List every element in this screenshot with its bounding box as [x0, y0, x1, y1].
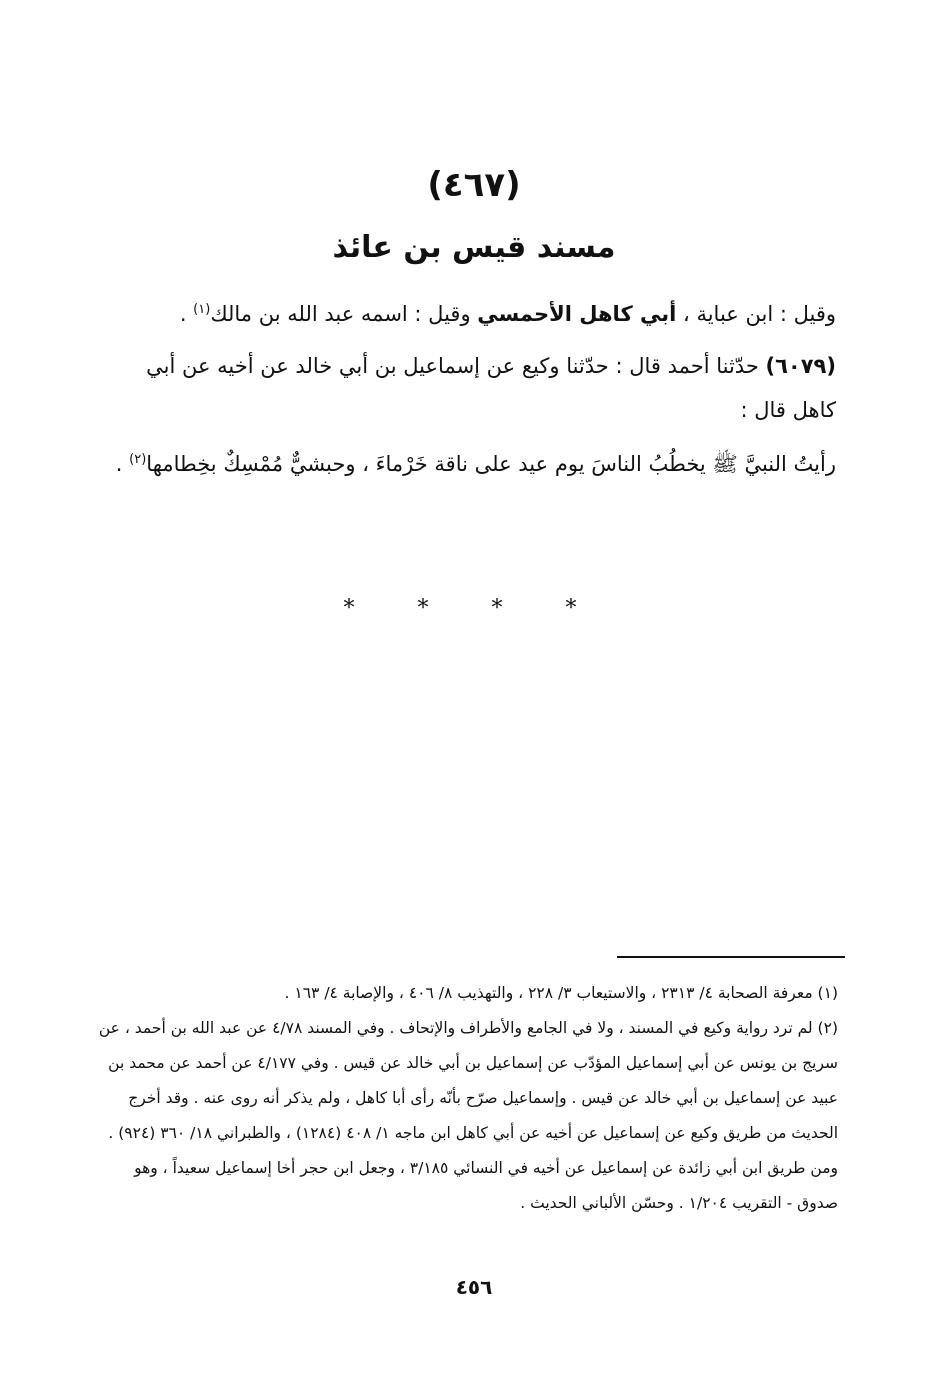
hadith-end: . — [115, 452, 130, 476]
intro-suffix: وقيل : اسمه عبد الله بن مالك — [210, 302, 478, 326]
intro-prefix: وقيل : ابن عباية ، — [676, 302, 836, 326]
hadith-isnad: حدّثنا أحمد قال : حدّثنا وكيع عن إسماعيل بن أبي خالد عن أخيه عن أبي كاهل قال : — [146, 354, 836, 422]
footnote-1: (١) معرفة الصحابة ٤/ ٢٣١٣ ، والاستيعاب ٣/ ٢٢٨ ، والتهذيب ٨/ ٤٠٦ ، والإصابة ٤/ ١٦٣ . — [284, 984, 838, 1002]
footnote-ref-1: (١) — [193, 302, 211, 317]
page-number: ٤٥٦ — [455, 1275, 493, 1299]
hadith-matn: رأيتُ النبيَّ ﷺ يخطُبُ الناسَ يوم عيد على ناقة خَرْماءَ ، وحبشيٌّ مُمْسِكٌ بخِطامها — [146, 452, 836, 476]
footnote-ref-2: (٢) — [129, 452, 147, 467]
chapter-title: مسند قيس بن عائذ — [332, 230, 616, 265]
footnotes — [98, 976, 838, 1221]
hadith-matn-paragraph — [98, 442, 836, 486]
footnote-2: (٢) لم ترد رواية وكيع في المسند ، ولا في الجامع والأطراف والإتحاف . وفي المسند ٤/٧٨ عن عبد الله بن أحمد ، عن سريج بن يونس عن أبي إسماعيل المؤدّب عن إسماعيل بن أبي خالد عن قيس . وفي ٤/١٧٧ عن أحمد عن محمد بن عبيد عن إسماعيل بن أبي خالد عن قيس . وإسماعيل صرّح بأنّه رأى أبا كاهل ، ولم يذكر أنه روى عنه . وقد أخرج الحديث من طريق وكيع عن إسماعيل عن أخيه عن أبي كاهل ابن ماجه ١/ ٤٠٨ (١٢٨٤) ، والطبراني ١٨/ ٣٦٠ (٩٢٤) . ومن طريق ابن أبي زائدة عن إسماعيل عن أخيه في النسائي ٣/١٨٥ ، وجعل ابن حجر أخا إسماعيل سعيداً ، وهو صدوق - التقريب ١/٢٠٤ . وحسّن الألباني الحديث . — [98, 1019, 838, 1212]
footnote-divider — [617, 956, 845, 958]
intro-end: . — [179, 302, 194, 326]
chapter-number: (٤٦٧) — [427, 165, 521, 205]
section-separator: * * * * — [343, 596, 605, 621]
hadith-isnad-paragraph — [98, 344, 836, 432]
intro-bold-name: أبي كاهل الأحمسي — [477, 302, 677, 326]
intro-paragraph — [98, 292, 836, 336]
hadith-number: (٦٠٧٩) — [765, 354, 836, 378]
